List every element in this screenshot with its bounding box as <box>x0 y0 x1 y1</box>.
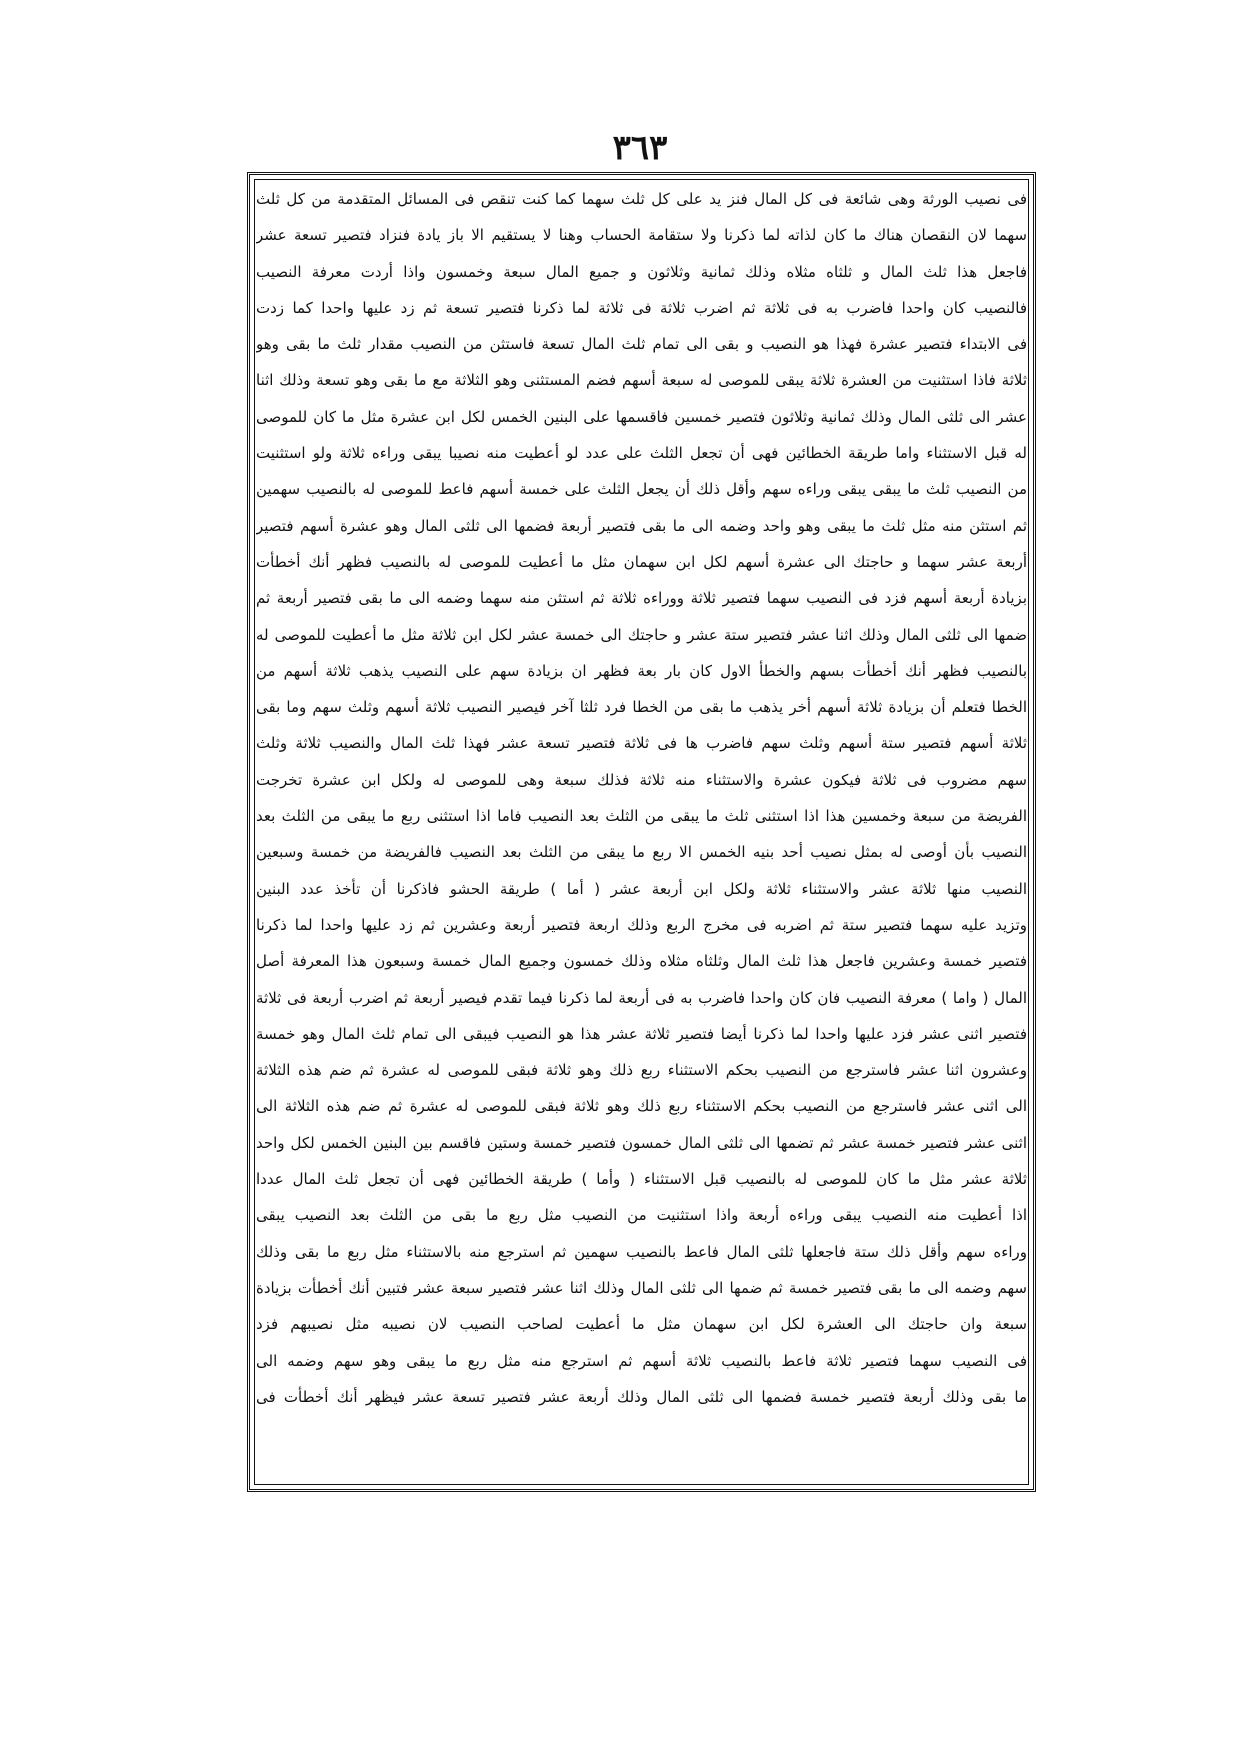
text-line: النصیب بأن أوصی له بمثل نصیب أحد بنیه الخمس الا ربع ما یبقی من الثلث بعد النصیب فالفریضة من خمسة وسبعین <box>256 843 1027 862</box>
page-number: ٣٦٣ <box>612 128 668 168</box>
text-line: فی نصیب الورثة وهی شائعة فی کل المال فنز ید علی کل ثلث سهما کما کنت تنقص فی المسائل المتقدمة من کل ثلث <box>256 190 1027 208</box>
text-line: ثم استثن منه مثل ثلث ما یبقی وهو واحد وضمه الی ما بقی فتصیر أربعة فضمها الی ثلثی المال وهو عشرة أسهم فتصیر <box>256 516 1027 535</box>
text-line: المال ( واما ) معرفة النصیب فان کان واحدا فاضرب به فی أربعة لما ذکرنا فیما تقدم فیصیر أربعة ثم اضرب أربعة فی ثلاثة <box>256 988 1027 1007</box>
text-line: فی الابتداء فتصیر عشرة فهذا هو النصیب و بقی الی تمام ثلث المال تسعة فاستثن من النصیب مقدار ثلث ما بقی وهو <box>256 335 1027 354</box>
text-line: فالنصیب کان واحدا فاضرب به فی ثلاثة ثم اضرب ثلاثة فی ثلاثة لما ذکرنا فتصیر تسعة ثم زد علیها واحدا کما زدت <box>256 298 1027 317</box>
text-line: الخطا فتعلم أن بزیادة ثلاثة أسهم أخر یذهب ما بقی من الخطا فرد ثلثا آخر فیصیر النصیب ثلاثة أسهم وثلث سهم وما بقی <box>256 698 1027 717</box>
text-line: فتصیر خمسة وعشرین فاجعل هذا ثلث المال وثلثاه مثلاه وذلك خمسون وجمیع المال خمسة وسبعون هذا المعرفة أصل <box>256 952 1027 971</box>
text-line: فتصیر اثنی عشر فزد علیها واحدا لما ذکرنا أیضا فتصیر ثلاثة عشر هذا هو النصیب فیبقی الی تمام ثلث المال وهو خمسة <box>256 1024 1027 1043</box>
text-line: وراءه سهم وأقل ذلك ستة فاجعلها ثلثی المال فاعط بالنصیب سهمین ثم استرجع منه بالاستثناء مثل ربع ما بقی وذلك <box>256 1242 1027 1261</box>
text-line: وعشرون اثنا عشر فاسترجع من النصیب بحکم الاستثناء ربع ذلك وهو ثلاثة فبقی للموصی له عشرة ثم ضم هذه الثلاثة <box>256 1061 1027 1080</box>
text-line: سهم وضمه الی ما بقی فتصیر خمسة ثم ضمها الی ثلثی المال وذلك اثنا عشر فتصیر سبعة عشر فتبین أنك أخطأت بزیادة <box>256 1278 1027 1297</box>
text-line: سهم مضروب فی ثلاثة فیکون عشرة والاستثناء منه ثلاثة فذلك سبعة وهی للموصی له ولکل ابن عشرة تخرجت <box>256 770 1027 789</box>
text-line: النصیب منها ثلاثة عشر والاستثناء ثلاثة ولکل ابن أربعة عشر ( أما ) طریقة الحشو فاذکرنا أن تأخذ عدد البنین <box>256 879 1027 898</box>
text-line: من النصیب ثلث ما یبقی یبقی وراءه سهم وأقل ذلك أن یجعل الثلث علی خمسة أسهم فاعط للموصی له بالنصیب سهمین <box>256 480 1027 499</box>
text-line: وتزید علیه سهما فتصیر ستة ثم اضربه فی مخرج الربع وذلك اربعة فتصیر أربعة وعشرین ثم زد علیها واحدا لما ذکرنا <box>256 915 1027 934</box>
text-line: سهما لان النقصان هناك ما کان لذاته لما ذکرنا ولا ستقامة الحساب وهنا لا یستقیم الا باز یادة فنزاد فتصیر تسعة عشر <box>256 226 1027 245</box>
text-line: ثلاثة فاذا استثنیت من العشرة ثلاثة یبقی للموصی له سبعة أسهم فضم المستثنی وهو الثلاثة مع ما بقی وهو تسعة وذلك اثنا <box>256 371 1027 390</box>
text-line: الفریضة من سبعة وخمسین هذا اذا استثنی ثلث ما یبقی من الثلث بعد النصیب فاما اذا استثنی ربع ما یبقی من الثلث بعد <box>256 807 1027 826</box>
text-line: ما بقی وذلك أربعة فتصیر خمسة فضمها الی ثلثی المال وذلك أربعة عشر فتصیر تسعة عشر فیظهر أنك أخطأت فی <box>256 1387 1027 1406</box>
text-line: سبعة وان حاجتك الی العشرة لکل ابن سهمان مثل ما أعطیت لصاحب النصیب لان نصیبه مثل نصیبهم فزد <box>256 1315 1027 1334</box>
text-line: عشر الی ثلثی المال وذلك ثمانیة وثلاثون فتصیر خمسین فاقسمها علی البنین الخمس لکل ابن عشرة مثل ما کان للموصی <box>256 407 1027 426</box>
text-line: ثلاثة عشر مثل ما کان للموصی له بالنصیب قبل الاستثناء ( وأما ) طریقة الخطائین فهی أن تجعل ثلث المال عددا <box>256 1170 1027 1189</box>
arabic-text-body <box>256 181 1027 1415</box>
text-line: اذا أعطیت منه النصیب یبقی وراءه أربعة واذا استثنیت من النصیب مثل ربع ما بقی من الثلث بعد النصیب یبقی <box>256 1206 1027 1225</box>
text-line: فی النصیب سهما فتصیر ثلاثة فاعط بالنصیب ثلاثة أسهم ثم استرجع منه مثل ربع ما یبقی وهو سهم وضمه الی <box>256 1351 1027 1370</box>
text-line: الی اثنی عشر فاسترجع من النصیب بحکم الاستثناء ربع ذلك وهو ثلاثة فبقی للموصی له عشرة ثم ضم هذه الثلاثة الی <box>256 1097 1027 1116</box>
text-line: فاجعل هذا ثلث المال و ثلثاه مثلاه وذلك ثمانیة وثلاثون و جمیع المال سبعة وخمسون واذا أردت معرفة النصیب <box>256 262 1027 281</box>
text-line: ثلاثة أسهم فتصیر ستة أسهم وثلث سهم فاضرب ها فی ثلاثة فتصیر تسعة عشر فهذا ثلث المال والنصیب ثلاثة وثلث <box>256 734 1027 753</box>
text-line: أربعة عشر سهما و حاجتك الی عشرة أسهم لکل ابن سهمان مثل ما أعطیت للموصی له بالنصیب فظهر أنك أخطأت <box>256 552 1027 571</box>
text-line: بزیادة أربعة أسهم فزد فی النصیب سهما فتصیر ثلاثة ووراءه ثلاثة ثم استثن منه سهما وضمه الی ما بقی فتصیر أربعة ثم <box>256 589 1027 608</box>
text-line: له قبل الاستثناء واما طریقة الخطائین فهی أن تجعل الثلث علی عدد لو أعطیت منه نصیبا یبقی وراءه ثلاثة ولو استثنیت <box>256 444 1027 463</box>
text-line: ضمها الی ثلثی المال وذلك اثنا عشر فتصیر ستة عشر و حاجتك الی خمسة عشر لکل ابن ثلاثة مثل ما أعطیت للموصی له <box>256 625 1027 644</box>
text-line: اثنی عشر فتصیر خمسة عشر ثم تضمها الی ثلثی المال خمسون فتصیر خمسة وستین فاقسم بین البنین الخمس لکل واحد <box>256 1133 1027 1152</box>
text-line: بالنصیب فظهر أنك أخطأت بسهم والخطأ الاول کان بار بعة فظهر ان بزیادة سهم علی النصیب یذهب ثلاثة أسهم من <box>256 661 1027 680</box>
